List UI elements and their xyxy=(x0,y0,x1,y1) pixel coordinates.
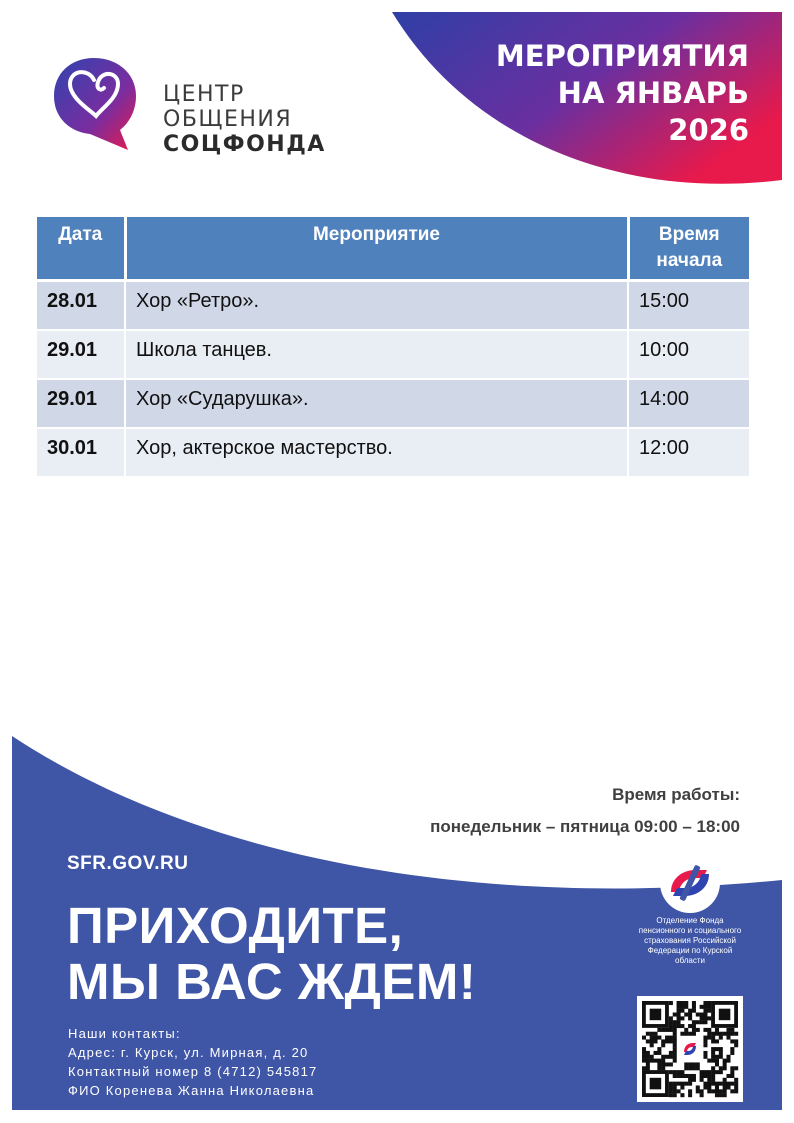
cell-event: Хор «Ретро». xyxy=(125,281,628,330)
qr-module xyxy=(692,1032,696,1036)
events-table xyxy=(37,217,749,478)
qr-module xyxy=(715,1032,719,1036)
qr-module xyxy=(677,1074,681,1078)
qr-module xyxy=(669,1085,673,1089)
qr-module xyxy=(669,1016,673,1020)
qr-module xyxy=(707,1089,711,1093)
qr-module xyxy=(707,1016,711,1020)
header-date: Дата xyxy=(37,217,125,281)
qr-module xyxy=(684,1001,688,1005)
qr-module xyxy=(646,1066,650,1070)
sfr-org-text: Отделение Фонда пенсионного и социального страхования Российской Федерации по Курской области xyxy=(638,916,742,965)
qr-module xyxy=(734,1043,738,1047)
header-event: Мероприятие xyxy=(125,217,628,281)
qr-module xyxy=(642,1066,646,1070)
hours-value: понедельник – пятница 09:00 – 18:00 xyxy=(430,817,740,836)
qr-module xyxy=(669,1001,673,1005)
qr-module xyxy=(711,1066,715,1070)
qr-module xyxy=(723,1078,727,1082)
qr-module xyxy=(688,1062,692,1066)
qr-module xyxy=(650,1036,654,1040)
qr-module xyxy=(669,1020,673,1024)
header-time: Время начала xyxy=(628,217,749,281)
qr-module xyxy=(711,1070,715,1074)
qr-module xyxy=(673,1085,677,1089)
qr-module xyxy=(661,1062,665,1066)
qr-module xyxy=(677,1005,681,1009)
qr-module xyxy=(665,1036,669,1040)
qr-module xyxy=(707,1070,711,1074)
qr-module xyxy=(723,1032,727,1036)
qr-module xyxy=(684,1074,688,1078)
qr-module xyxy=(677,1070,681,1074)
slogan-line-1: ПРИХОДИТЕ, xyxy=(67,897,404,954)
qr-module xyxy=(677,1016,681,1020)
qr-module xyxy=(684,1066,688,1070)
qr-module xyxy=(673,1039,677,1043)
qr-module xyxy=(719,1036,723,1040)
cell-time: 15:00 xyxy=(628,281,749,330)
contacts-block xyxy=(68,1024,317,1100)
qr-module xyxy=(715,1082,719,1086)
title-line-1: МЕРОПРИЯТИЯ xyxy=(495,39,749,73)
qr-module xyxy=(680,1009,684,1013)
qr-module xyxy=(654,1032,658,1036)
qr-module xyxy=(684,1028,688,1032)
qr-module xyxy=(726,1036,730,1040)
qr-module xyxy=(657,1066,661,1070)
qr-module xyxy=(719,1082,723,1086)
qr-module xyxy=(684,1005,688,1009)
logo-line-1: ЦЕНТР xyxy=(163,82,245,107)
qr-module xyxy=(734,1089,738,1093)
qr-module xyxy=(692,1020,696,1024)
qr-module xyxy=(646,1051,650,1055)
qr-module xyxy=(692,1066,696,1070)
qr-module xyxy=(673,1059,677,1063)
qr-module xyxy=(730,1051,734,1055)
qr-module xyxy=(730,1074,734,1078)
qr-module xyxy=(692,1024,696,1028)
cell-event: Школа танцев. xyxy=(125,330,628,379)
qr-module xyxy=(673,1047,677,1051)
qr-module xyxy=(680,1082,684,1086)
qr-module xyxy=(673,1036,677,1040)
qr-module xyxy=(665,1028,669,1032)
qr-module xyxy=(703,1028,707,1032)
qr-module xyxy=(703,1020,707,1024)
qr-module xyxy=(680,1093,684,1097)
qr-module xyxy=(703,1043,707,1047)
qr-module xyxy=(673,1082,677,1086)
qr-module xyxy=(700,1078,704,1082)
qr-module xyxy=(673,1051,677,1055)
qr-module xyxy=(688,1013,692,1017)
qr-module xyxy=(680,1085,684,1089)
qr-code[interactable] xyxy=(637,996,743,1102)
title-line-3: 2026 xyxy=(668,113,749,147)
qr-module xyxy=(703,1036,707,1040)
cell-time: 12:00 xyxy=(628,428,749,477)
qr-module xyxy=(642,1036,646,1040)
qr-module xyxy=(665,1055,669,1059)
qr-module xyxy=(684,1062,688,1066)
qr-module xyxy=(734,1085,738,1089)
logo-line-3: СОЦФОНДА xyxy=(163,132,326,157)
qr-module xyxy=(696,1066,700,1070)
qr-module xyxy=(700,1020,704,1024)
qr-module xyxy=(654,1051,658,1055)
qr-module xyxy=(730,1028,734,1032)
qr-module xyxy=(723,1062,727,1066)
qr-module xyxy=(661,1043,665,1047)
cell-event: Хор «Сударушка». xyxy=(125,379,628,428)
qr-module xyxy=(669,1070,673,1074)
qr-module xyxy=(657,1047,661,1051)
qr-module xyxy=(711,1078,715,1082)
qr-module xyxy=(715,1055,719,1059)
qr-finder xyxy=(650,1078,662,1090)
qr-module xyxy=(661,1055,665,1059)
qr-module xyxy=(680,1032,684,1036)
qr-module xyxy=(646,1062,650,1066)
qr-module xyxy=(684,1013,688,1017)
qr-module xyxy=(703,1085,707,1089)
qr-module xyxy=(650,1043,654,1047)
qr-module xyxy=(665,1062,669,1066)
qr-module xyxy=(680,1024,684,1028)
qr-module xyxy=(677,1013,681,1017)
qr-module xyxy=(719,1089,723,1093)
qr-module xyxy=(703,1039,707,1043)
qr-module xyxy=(669,1082,673,1086)
qr-module xyxy=(707,1009,711,1013)
qr-module xyxy=(734,1082,738,1086)
qr-module xyxy=(711,1032,715,1036)
qr-module xyxy=(642,1059,646,1063)
qr-module xyxy=(692,1074,696,1078)
qr-module xyxy=(703,1013,707,1017)
qr-module xyxy=(669,1051,673,1055)
cell-date: 29.01 xyxy=(37,379,125,428)
qr-module xyxy=(707,1078,711,1082)
logo-line-2: ОБЩЕНИЯ xyxy=(163,107,293,132)
table-row xyxy=(37,281,749,330)
table-header-row xyxy=(37,217,749,281)
qr-module xyxy=(703,1074,707,1078)
qr-module xyxy=(654,1059,658,1063)
qr-module xyxy=(726,1028,730,1032)
qr-module xyxy=(711,1059,715,1063)
qr-module xyxy=(715,1093,719,1097)
qr-module xyxy=(707,1036,711,1040)
qr-finder xyxy=(719,1009,731,1021)
qr-module xyxy=(711,1074,715,1078)
qr-module xyxy=(692,1062,696,1066)
qr-module xyxy=(730,1066,734,1070)
qr-finder xyxy=(650,1009,662,1021)
slogan-line-2: МЫ ВАС ЖДЕМ! xyxy=(67,953,477,1010)
qr-module xyxy=(696,1085,700,1089)
qr-module xyxy=(703,1055,707,1059)
qr-module xyxy=(669,1039,673,1043)
qr-module xyxy=(719,1047,723,1051)
qr-module xyxy=(719,1055,723,1059)
qr-module xyxy=(707,1005,711,1009)
qr-module xyxy=(680,1074,684,1078)
qr-module xyxy=(657,1059,661,1063)
qr-module xyxy=(711,1082,715,1086)
qr-module xyxy=(642,1051,646,1055)
qr-module xyxy=(696,1020,700,1024)
qr-module xyxy=(669,1036,673,1040)
qr-module xyxy=(700,1089,704,1093)
qr-module xyxy=(707,1074,711,1078)
qr-module xyxy=(703,1005,707,1009)
qr-module xyxy=(696,1028,700,1032)
qr-module xyxy=(669,1062,673,1066)
qr-module xyxy=(700,1070,704,1074)
qr-module xyxy=(723,1066,727,1070)
qr-module xyxy=(700,1093,704,1097)
qr-module xyxy=(700,1005,704,1009)
qr-module xyxy=(673,1055,677,1059)
table-row xyxy=(37,428,749,477)
qr-module xyxy=(734,1078,738,1082)
qr-module xyxy=(650,1039,654,1043)
qr-module xyxy=(665,1039,669,1043)
title-line-2: НА ЯНВАРЬ xyxy=(557,76,749,110)
qr-module xyxy=(673,1070,677,1074)
qr-module xyxy=(707,1082,711,1086)
qr-module xyxy=(677,1089,681,1093)
qr-module xyxy=(646,1059,650,1063)
qr-module xyxy=(692,1001,696,1005)
contacts-person: ФИО Коренева Жанна Николаевна xyxy=(68,1083,315,1098)
qr-module xyxy=(715,1070,719,1074)
qr-module xyxy=(688,1009,692,1013)
qr-module xyxy=(657,1051,661,1055)
qr-module xyxy=(688,1024,692,1028)
qr-module xyxy=(688,1016,692,1020)
heart-logo-icon xyxy=(50,52,138,152)
qr-module xyxy=(646,1032,650,1036)
qr-module xyxy=(688,1066,692,1070)
qr-module xyxy=(650,1055,654,1059)
qr-module xyxy=(726,1085,730,1089)
cell-event: Хор, актерское мастерство. xyxy=(125,428,628,477)
qr-module xyxy=(719,1070,723,1074)
qr-module xyxy=(673,1043,677,1047)
qr-module xyxy=(707,1028,711,1032)
qr-module xyxy=(650,1059,654,1063)
qr-module xyxy=(661,1039,665,1043)
sfr-org-block xyxy=(637,852,743,966)
qr-center-logo xyxy=(681,1040,699,1058)
working-hours xyxy=(430,779,740,843)
slogan xyxy=(67,898,476,1010)
qr-module xyxy=(646,1055,650,1059)
qr-module xyxy=(654,1036,658,1040)
qr-module xyxy=(730,1089,734,1093)
qr-module xyxy=(657,1028,661,1032)
cell-date: 30.01 xyxy=(37,428,125,477)
qr-module xyxy=(692,1028,696,1032)
qr-module xyxy=(703,1009,707,1013)
qr-module xyxy=(657,1036,661,1040)
qr-module xyxy=(726,1055,730,1059)
qr-module xyxy=(680,1005,684,1009)
qr-module xyxy=(673,1020,677,1024)
qr-module xyxy=(669,1089,673,1093)
cell-date: 29.01 xyxy=(37,330,125,379)
qr-module xyxy=(673,1024,677,1028)
qr-module xyxy=(703,1082,707,1086)
qr-module xyxy=(650,1032,654,1036)
qr-module xyxy=(715,1089,719,1093)
qr-module xyxy=(688,1032,692,1036)
qr-module xyxy=(688,1078,692,1082)
qr-module xyxy=(711,1089,715,1093)
logo-text xyxy=(163,82,326,157)
page-title xyxy=(419,38,749,149)
qr-module xyxy=(696,1089,700,1093)
qr-module xyxy=(707,1059,711,1063)
contacts-address: Адрес: г. Курск, ул. Мирная, д. 20 xyxy=(68,1045,309,1060)
qr-module xyxy=(726,1032,730,1036)
qr-module xyxy=(734,1066,738,1070)
qr-module xyxy=(715,1059,719,1063)
qr-module xyxy=(673,1093,677,1097)
qr-module xyxy=(661,1059,665,1063)
qr-module xyxy=(734,1039,738,1043)
site-link[interactable]: SFR.GOV.RU xyxy=(67,853,189,874)
table-row xyxy=(37,379,749,428)
qr-module xyxy=(711,1055,715,1059)
qr-module xyxy=(707,1085,711,1089)
qr-module xyxy=(719,1093,723,1097)
qr-module xyxy=(726,1082,730,1086)
qr-module xyxy=(654,1039,658,1043)
qr-module xyxy=(661,1066,665,1070)
qr-module xyxy=(688,1093,692,1097)
qr-module xyxy=(680,1070,684,1074)
qr-module xyxy=(726,1059,730,1063)
qr-module xyxy=(711,1036,715,1040)
qr-module xyxy=(673,1032,677,1036)
qr-module xyxy=(726,1074,730,1078)
qr-module xyxy=(677,1009,681,1013)
qr-module xyxy=(730,1039,734,1043)
qr-module xyxy=(715,1062,719,1066)
sfr-logo-icon xyxy=(649,852,731,914)
qr-module xyxy=(692,1078,696,1082)
qr-module xyxy=(723,1082,727,1086)
qr-module xyxy=(715,1085,719,1089)
qr-module xyxy=(719,1051,723,1055)
qr-module xyxy=(688,1074,692,1078)
qr-module xyxy=(703,1070,707,1074)
qr-module xyxy=(642,1055,646,1059)
qr-module xyxy=(673,1028,677,1032)
qr-module xyxy=(680,1001,684,1005)
qr-module xyxy=(661,1028,665,1032)
qr-module xyxy=(669,1093,673,1097)
qr-module xyxy=(723,1059,727,1063)
cell-time: 10:00 xyxy=(628,330,749,379)
qr-module xyxy=(684,1032,688,1036)
cell-date: 28.01 xyxy=(37,281,125,330)
qr-module xyxy=(700,1013,704,1017)
qr-module xyxy=(669,1028,673,1032)
qr-module xyxy=(646,1039,650,1043)
qr-module xyxy=(734,1032,738,1036)
qr-module xyxy=(673,1089,677,1093)
qr-module xyxy=(657,1062,661,1066)
qr-module xyxy=(692,1005,696,1009)
qr-module xyxy=(677,1001,681,1005)
contacts-heading: Наши контакты: xyxy=(68,1026,181,1041)
qr-module xyxy=(642,1047,646,1051)
qr-module xyxy=(673,1074,677,1078)
qr-module xyxy=(696,1013,700,1017)
qr-module xyxy=(680,1016,684,1020)
qr-module xyxy=(723,1085,727,1089)
qr-module xyxy=(723,1093,727,1097)
hours-label: Время работы: xyxy=(612,785,740,804)
qr-module xyxy=(730,1032,734,1036)
qr-module xyxy=(688,1082,692,1086)
qr-module xyxy=(677,1082,681,1086)
qr-module xyxy=(711,1047,715,1051)
qr-module xyxy=(696,1062,700,1066)
qr-module xyxy=(703,1001,707,1005)
qr-module xyxy=(669,1024,673,1028)
contacts-phone: Контактный номер 8 (4712) 545817 xyxy=(68,1064,318,1079)
qr-module xyxy=(711,1051,715,1055)
qr-module xyxy=(677,1024,681,1028)
qr-module xyxy=(703,1016,707,1020)
cell-time: 14:00 xyxy=(628,379,749,428)
qr-module xyxy=(669,1055,673,1059)
qr-module xyxy=(730,1047,734,1051)
qr-module xyxy=(730,1082,734,1086)
qr-module xyxy=(715,1039,719,1043)
qr-module xyxy=(703,1051,707,1055)
qr-module xyxy=(719,1066,723,1070)
table-row xyxy=(37,330,749,379)
qr-module xyxy=(707,1001,711,1005)
qr-module xyxy=(719,1032,723,1036)
qr-module xyxy=(723,1089,727,1093)
qr-module xyxy=(677,1020,681,1024)
qr-module xyxy=(700,1016,704,1020)
qr-module xyxy=(692,1009,696,1013)
qr-module xyxy=(711,1039,715,1043)
qr-module xyxy=(715,1047,719,1051)
qr-module xyxy=(700,1074,704,1078)
qr-module xyxy=(707,1032,711,1036)
qr-module xyxy=(688,1089,692,1093)
qr-module xyxy=(730,1070,734,1074)
qr-module xyxy=(684,1082,688,1086)
qr-module xyxy=(673,1013,677,1017)
qr-module xyxy=(715,1028,719,1032)
